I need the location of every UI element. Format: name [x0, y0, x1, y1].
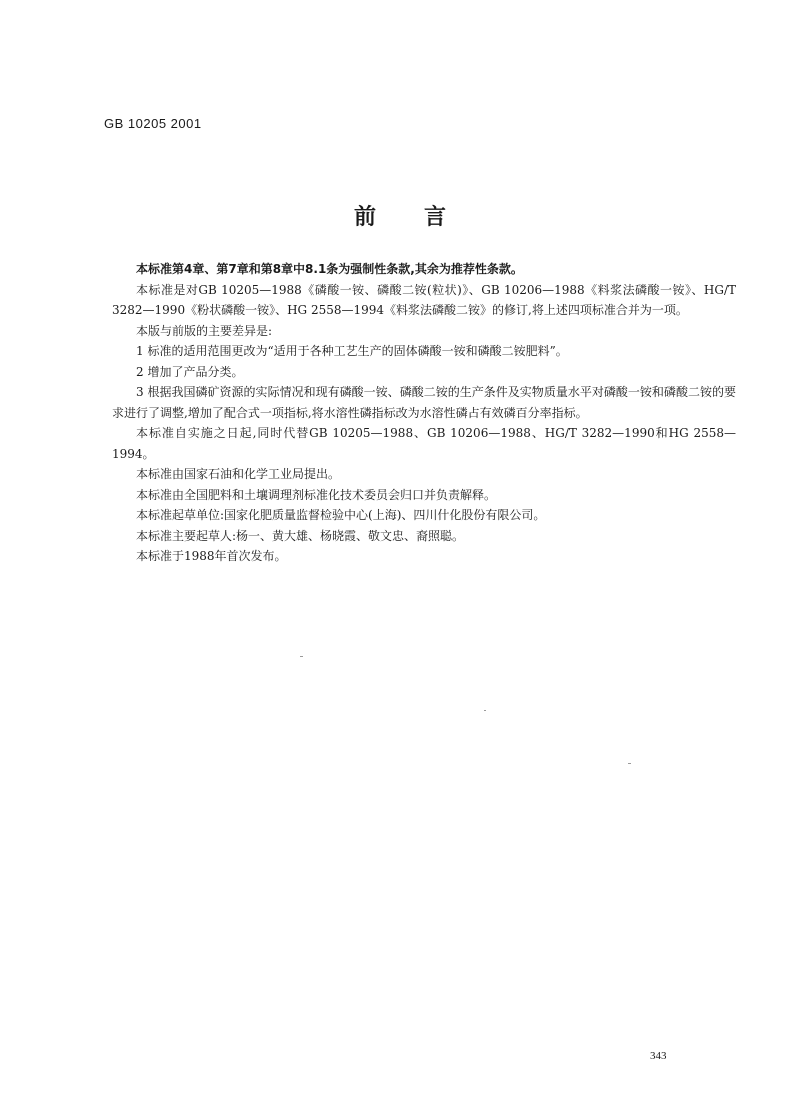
- page-number: 343: [650, 1050, 667, 1062]
- paragraph-managed-by: 本标准由全国肥料和土壤调理剂标准化技术委员会归口并负责解释。: [136, 487, 497, 502]
- scan-speck: [628, 763, 631, 764]
- paragraph-proposed-by: 本标准由国家石油和化学工业局提出。: [136, 467, 341, 481]
- paragraph-drafters: 本标准主要起草人:杨一、黄大雄、杨晓霞、敬文忠、裔照聪。: [136, 528, 465, 543]
- paragraph-mandatory-clauses: 本标准第4章、第7章和第8章中8.1条为强制性条款,其余为推荐性条款。: [136, 262, 523, 276]
- standard-code: GB 10205 2001: [104, 116, 202, 131]
- scan-speck: [300, 656, 303, 657]
- scan-speck: [484, 710, 486, 711]
- paragraph-revision-scope: 本标准是对GB 10205—1988《磷酸一铵、磷酸二铵(粒状)》、GB 10206—1988《料浆法磷酸一铵》、HG/T 3282—1990《粉状磷酸一铵》、HG 2558—1994《料浆法磷酸二铵》的修订,将上述四项标准合并为一项。: [112, 282, 736, 317]
- paragraph-first-issued: 本标准于1988年首次发布。: [136, 549, 287, 563]
- paragraph-replaces: 本标准自实施之日起,同时代替GB 10205—1988、GB 10206—1988、HG/T 3282—1990和HG 2558—1994。: [112, 426, 736, 461]
- page-title: 前言: [353, 205, 494, 230]
- paragraph-difference-2: 2 增加了产品分类。: [136, 364, 244, 379]
- paragraph-drafting-units: 本标准起草单位:国家化肥质量监督检验中心(上海)、四川什化股份有限公司。: [136, 508, 546, 522]
- paragraph-differences-intro: 本版与前版的主要差异是:: [136, 323, 273, 338]
- paragraph-difference-1: 1 标准的适用范围更改为“适用于各种工艺生产的固体磷酸一铵和磷酸二铵肥料”。: [136, 344, 568, 358]
- paragraph-difference-3: 3 根据我国磷矿资源的实际情况和现有磷酸一铵、磷酸二铵的生产条件及实物质量水平对磷酸一铵和磷酸二铵的要求进行了调整,增加了配合式一项指标,将水溶性磷指标改为水溶性磷占有效磷百分率指标。: [112, 385, 736, 420]
- foreword-body: [112, 259, 736, 567]
